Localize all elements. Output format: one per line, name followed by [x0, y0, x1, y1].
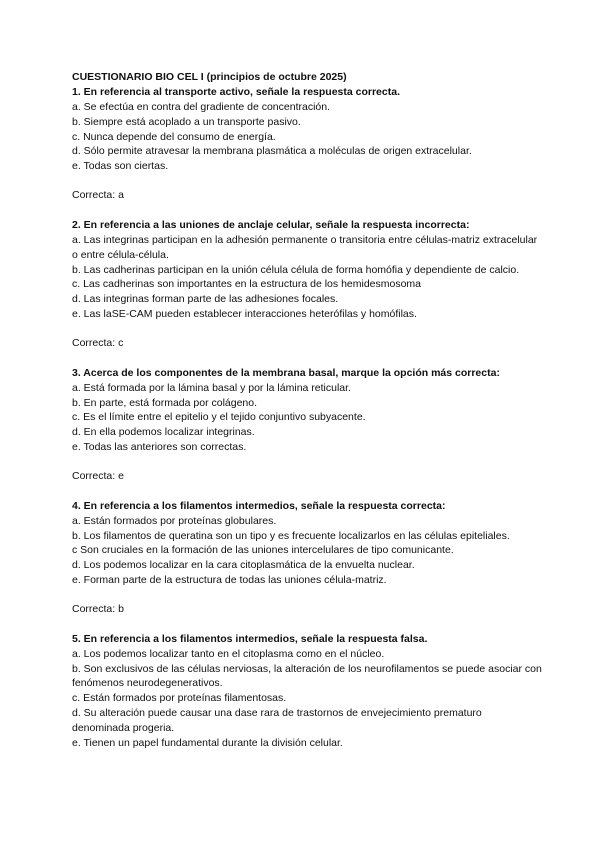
option-d: d. Las integrinas forman parte de las adhesiones focales. [72, 293, 339, 306]
option-c: c. Es el límite entre el epitelio y el tejido conjuntivo subyacente. [72, 411, 366, 424]
question-title: 5. En referencia a los filamentos intermedios, señale la respuesta falsa. [72, 632, 428, 645]
answer-line: Correcta: c [72, 336, 124, 349]
option-b: b. Los filamentos de queratina son un tipo y es frecuente localizarlos en las células epiteliales. [72, 529, 510, 542]
option-c: c. Están formados por proteínas filamentosas. [72, 692, 287, 705]
option-b: b. Las cadherinas participan en la unión célula célula de forma homófia y dependiente de calcio. [72, 263, 520, 276]
question-5 [72, 632, 542, 751]
document-title: CUESTIONARIO BIO CEL I (principios de octubre 2025) [72, 71, 347, 83]
option-e: e. Todas las anteriores son correctas. [72, 440, 247, 453]
option-b: b. Siempre está acoplado a un transporte pasivo. [72, 115, 301, 128]
option-a: a. Los podemos localizar tanto en el citoplasma como en el núcleo. [72, 647, 385, 660]
question-2 [72, 218, 542, 351]
option-b: b. En parte, está formada por colágeno. [72, 396, 258, 409]
option-e: e. Las laSE-CAM pueden establecer interacciones heterófilas y homófilas. [72, 307, 417, 320]
option-a: a. Está formada por la lámina basal y por la lámina reticular. [72, 381, 351, 394]
option-a: a. Están formados por proteínas globulares. [72, 514, 277, 527]
question-4 [72, 499, 542, 617]
option-d: d. Sólo permite atravesar la membrana plasmática a moléculas de origen extracelular. [72, 145, 472, 158]
option-a: a. Las integrinas participan en la adhesión permanente o transitoria entre células-matriz extracelular o entre célula-célula. [72, 233, 538, 261]
question-title: 3. Acerca de los componentes de la membrana basal, marque la opción más correcta: [72, 366, 500, 379]
question-1 [72, 85, 542, 203]
document-page [72, 70, 542, 750]
question-3 [72, 366, 542, 484]
option-c: c. Las cadherinas son importantes en la estructura de los hemidesmosoma [72, 278, 422, 291]
question-title: 1. En referencia al transporte activo, señale la respuesta correcta. [72, 86, 400, 98]
option-a: a. Se efectúa en contra del gradiente de concentración. [72, 101, 331, 113]
option-d: d. Los podemos localizar en la cara citoplasmática de la envuelta nuclear. [72, 559, 415, 572]
answer-line: Correcta: b [72, 602, 124, 615]
answer-line: Correcta: e [72, 469, 124, 482]
question-title: 2. En referencia a las uniones de anclaje celular, señale la respuesta incorrecta: [72, 218, 470, 231]
option-e: e. Forman parte de la estructura de todas las uniones célula-matriz. [72, 573, 387, 586]
option-b: b. Son exclusivos de las células nerviosas, la alteración de los neurofilamentos se puede asociar con fenómenos neurodegenerativos. [72, 662, 542, 690]
answer-line: Correcta: a [72, 188, 124, 201]
option-c: c. Nunca depende del consumo de energía. [72, 130, 276, 143]
option-d: d. Su alteración puede causar una dase rara de trastornos de envejecimiento prematuro denominada progeria. [72, 706, 482, 734]
option-d: d. En ella podemos localizar integrinas. [72, 426, 255, 439]
option-c: c Son cruciales en la formación de las uniones intercelulares de tipo comunicante. [72, 544, 454, 557]
option-e: e. Tienen un papel fundamental durante la división celular. [72, 736, 343, 749]
option-e: e. Todas son ciertas. [72, 160, 169, 173]
question-title: 4. En referencia a los filamentos intermedios, señale la respuesta correcta: [72, 499, 446, 512]
